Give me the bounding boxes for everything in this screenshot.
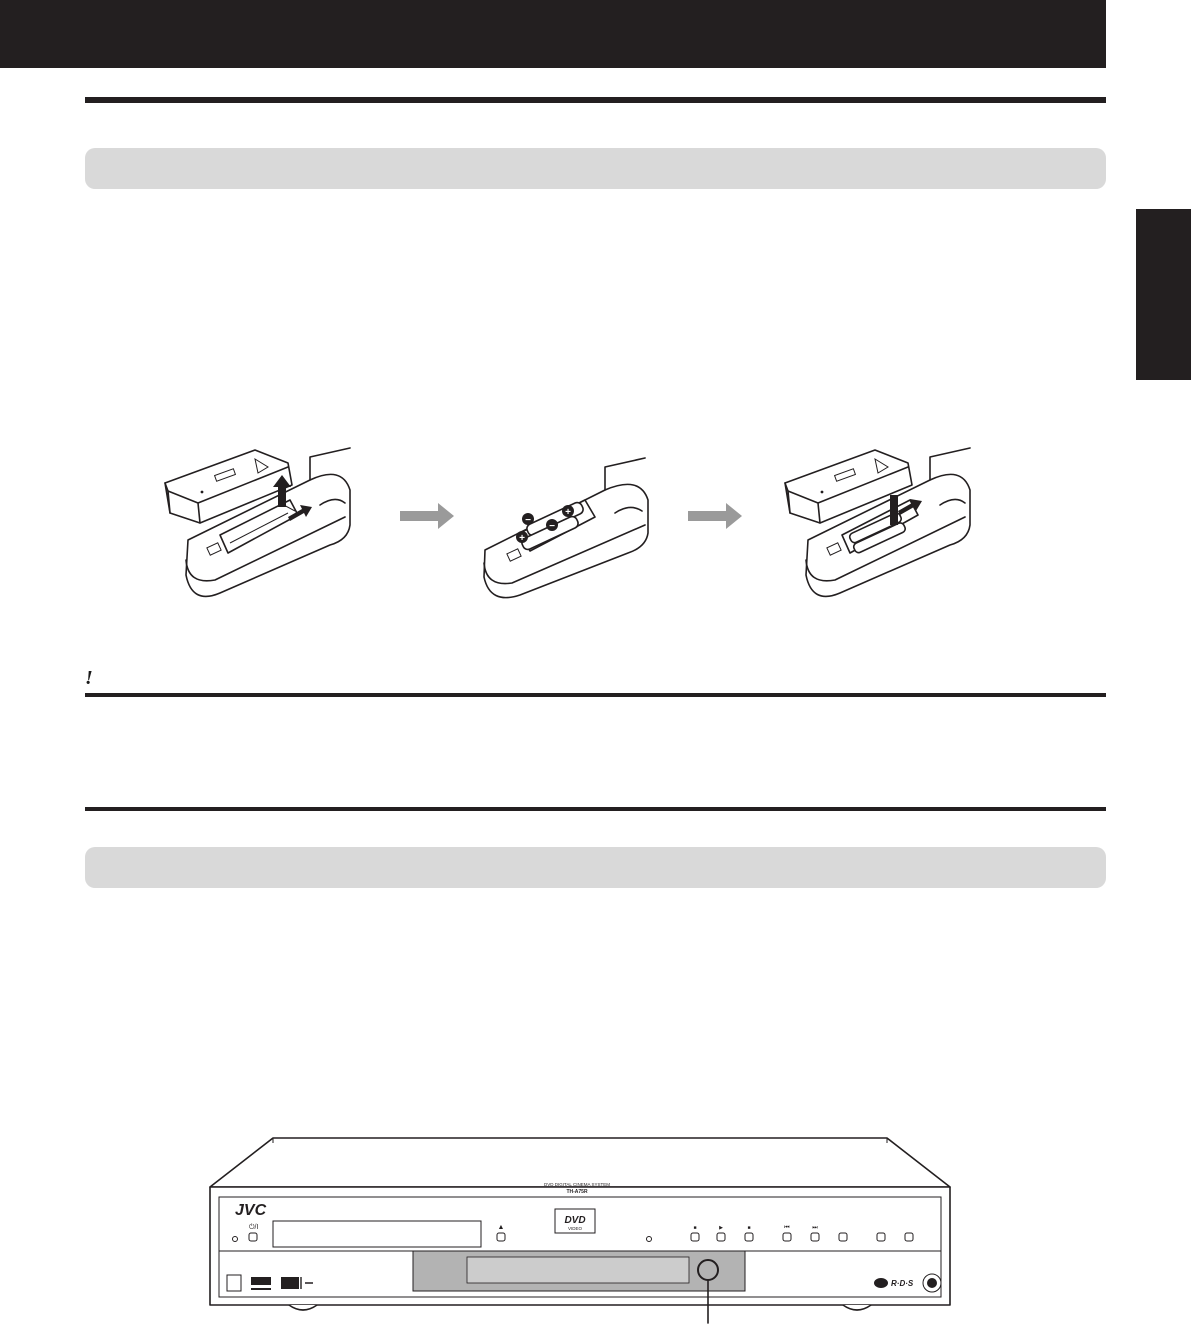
brand-logo: JVC xyxy=(235,1202,267,1219)
standby-label: ⏻/I xyxy=(249,1224,259,1231)
note-rule-bottom xyxy=(85,807,1106,811)
rds-logo: R·D·S xyxy=(891,1279,914,1288)
remote-close-cover-icon xyxy=(780,445,980,605)
transport-label: ⏮ xyxy=(784,1225,790,1231)
remote-insert-batteries-icon xyxy=(480,455,680,605)
plus-sign: + xyxy=(519,533,525,544)
caution-icon: ! xyxy=(85,667,93,689)
dvd-player-front-icon xyxy=(205,1135,955,1325)
transport-label: ■ xyxy=(693,1225,697,1231)
model-name: TH-A75R xyxy=(566,1189,588,1195)
arrow-right-icon xyxy=(688,503,742,529)
plus-sign: + xyxy=(565,507,571,518)
transport-label: ▶ xyxy=(719,1225,723,1231)
system-name: DVD DIGITAL CINEMA SYSTEM xyxy=(543,1182,611,1187)
section-bar-range xyxy=(85,847,1106,888)
dvd-logo: DVD xyxy=(564,1215,586,1226)
section-bar-batteries xyxy=(85,148,1106,189)
remote-open-cover-icon xyxy=(160,445,360,605)
section-rule-top xyxy=(85,97,1106,103)
dvd-sub: VIDEO xyxy=(567,1226,583,1231)
minus-sign: − xyxy=(549,521,555,532)
minus-sign: − xyxy=(525,515,531,526)
transport-label: ⏭ xyxy=(812,1225,818,1231)
header-banner xyxy=(0,0,1106,68)
arrow-right-icon xyxy=(400,503,454,529)
transport-label: ■ xyxy=(747,1225,751,1231)
note-rule-top xyxy=(85,693,1106,697)
eject-label: ▲ xyxy=(497,1224,505,1231)
side-tab xyxy=(1136,209,1191,380)
